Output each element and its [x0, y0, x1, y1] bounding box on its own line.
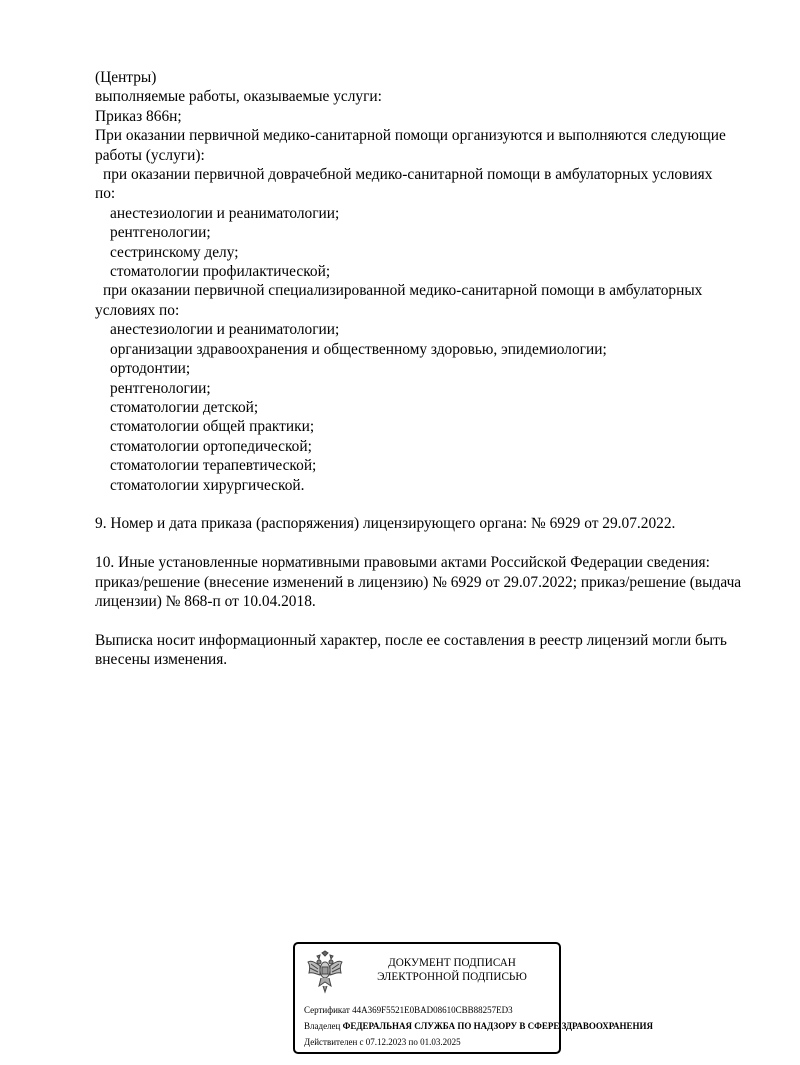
- paragraph-gap: [95, 534, 765, 553]
- list-item: рентгенологии;: [110, 224, 211, 242]
- validity-text: Действителен с 07.12.2023 по 01.03.2025: [304, 1037, 461, 1047]
- list-item: стоматологии хирургической.: [110, 476, 305, 494]
- list-item: стоматологии терапевтической;: [110, 457, 317, 475]
- electronic-signature-stamp: [293, 942, 654, 1054]
- stamp-title-line: ДОКУМЕНТ ПОДПИСАН: [388, 957, 516, 969]
- certificate-row: [304, 1002, 653, 1018]
- body-line: выполняемые работы, оказываемые услуги:: [95, 88, 382, 106]
- list-item: ортодонтии;: [110, 360, 191, 378]
- body-line: условиях по:: [95, 301, 180, 319]
- body-line: по:: [95, 185, 116, 203]
- body-line: Приказ 866н;: [95, 107, 182, 125]
- list-item: стоматологии детской;: [110, 398, 259, 416]
- list-item: стоматологии общей практики;: [110, 418, 315, 436]
- stamp-title-line: ЭЛЕКТРОННОЙ ПОДПИСЬЮ: [377, 971, 527, 983]
- body-line: При оказании первичной медико-санитарной помощи организуются и выполняются следующие: [95, 127, 726, 145]
- section-10-line: приказ/решение (внесение изменений в лицензию) № 6929 от 29.07.2022; приказ/решение (выдача: [95, 573, 742, 591]
- list-item: стоматологии ортопедической;: [110, 437, 312, 455]
- list-item: анестезиологии и реаниматологии;: [110, 204, 340, 222]
- owner-row: [304, 1018, 653, 1034]
- body-line: (Центры): [95, 69, 157, 86]
- paragraph-gap: [95, 495, 765, 514]
- certificate-value: 44A369F5521E0BAD08610CBB88257ED3: [352, 1005, 513, 1015]
- document-page: [95, 68, 765, 670]
- body-line: работы (услуги):: [95, 146, 205, 164]
- list-item: сестринскому делу;: [110, 243, 239, 261]
- paragraph-gap: [95, 611, 765, 630]
- section-9-text: 9. Номер и дата приказа (распоряжения) лицензирующего органа: № 6929 от 29.07.2022.: [95, 515, 676, 533]
- list-item: анестезиологии и реаниматологии;: [110, 321, 340, 339]
- stamp-details: [304, 1002, 653, 1050]
- certificate-label: Сертификат: [304, 1005, 350, 1015]
- russian-coat-of-arms-icon: [305, 950, 345, 994]
- body-line: при оказании первичной доврачебной медико-санитарной помощи в амбулаторных условиях: [103, 166, 713, 184]
- disclaimer-line: внесены изменения.: [95, 651, 228, 669]
- body-line: при оказании первичной специализированной медико-санитарной помощи в амбулаторных: [103, 282, 703, 300]
- list-item: организации здравоохранения и общественному здоровью, эпидемиологии;: [110, 340, 607, 358]
- disclaimer-line: Выписка носит информационный характер, после ее составления в реестр лицензий могли быть: [95, 631, 727, 649]
- list-item: стоматологии профилактической;: [110, 263, 331, 281]
- section-10-line: 10. Иные установленные нормативными правовыми актами Российской Федерации сведения:: [95, 554, 710, 572]
- owner-value: ФЕДЕРАЛЬНАЯ СЛУЖБА ПО НАДЗОРУ В СФЕРЕ ЗДРАВООХРАНЕНИЯ: [342, 1021, 654, 1031]
- owner-label: Владелец: [304, 1021, 341, 1031]
- section-10-line: лицензии) № 868-п от 10.04.2018.: [95, 592, 316, 610]
- stamp-title: [359, 956, 545, 984]
- list-item: рентгенологии;: [110, 379, 211, 397]
